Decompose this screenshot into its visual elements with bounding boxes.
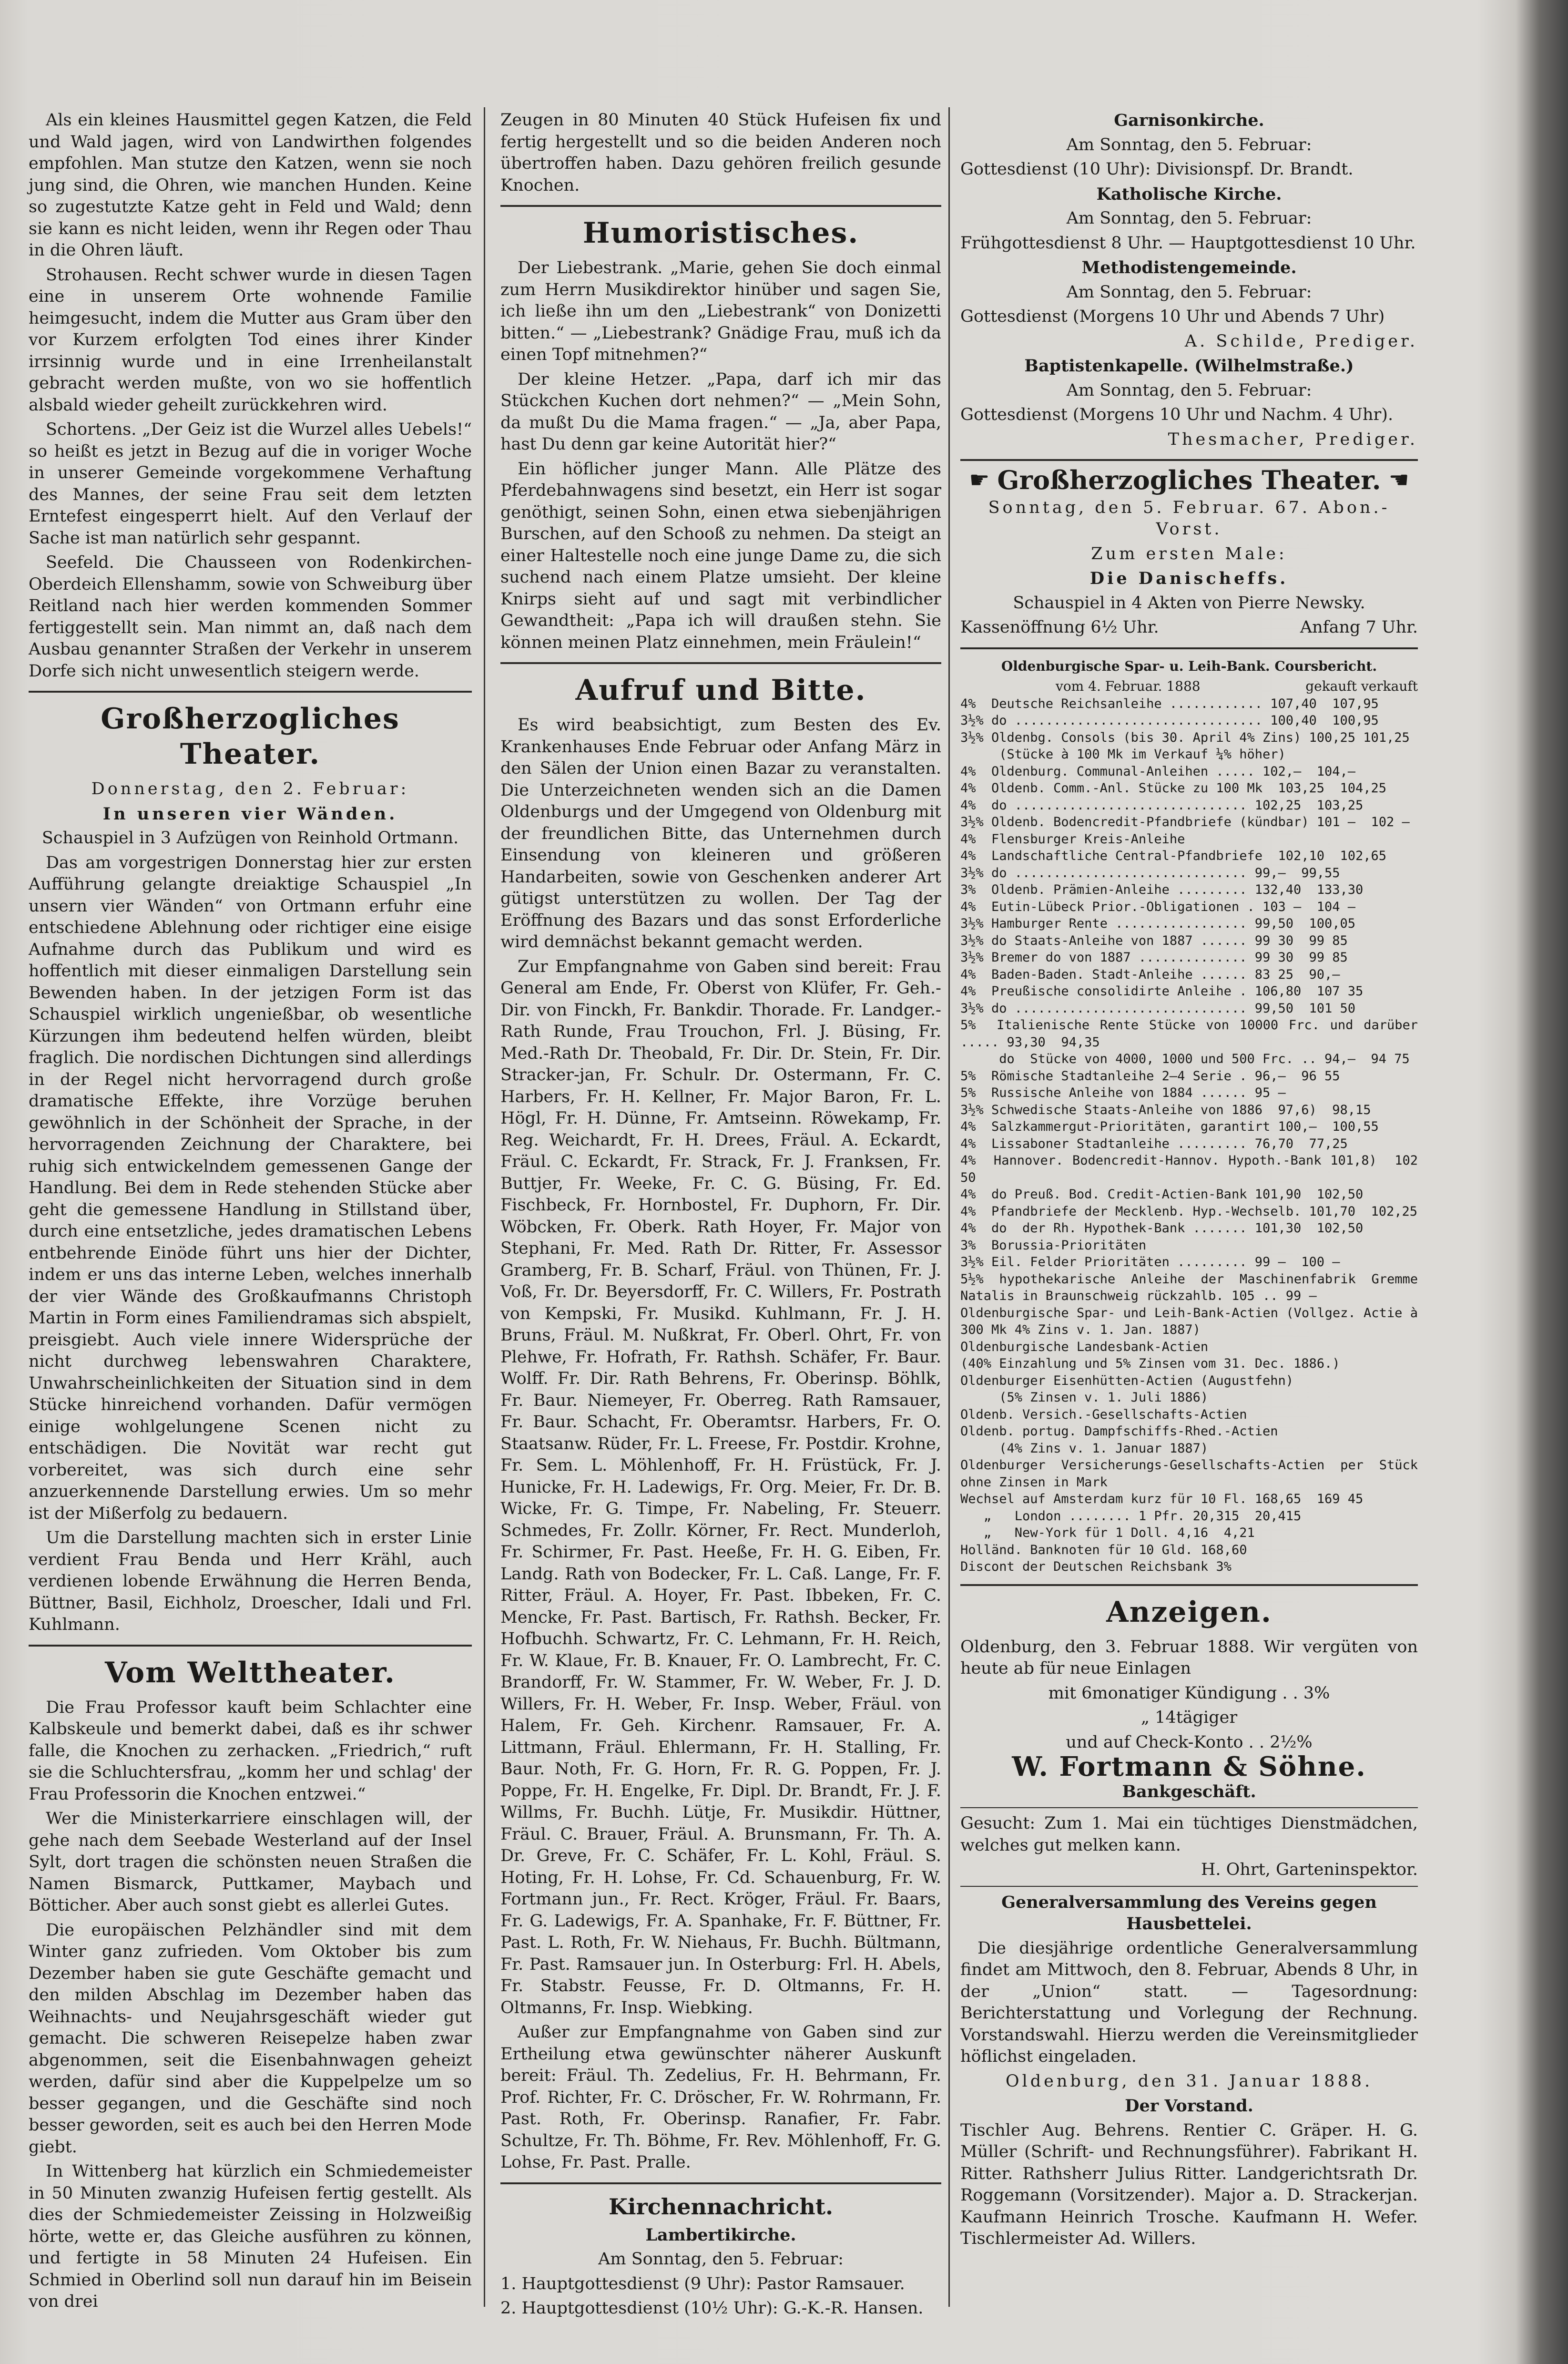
kurs-row: 5% Italienische Rente Stücke von 10000 Frc. und darüber ..... 93,30 94,35 <box>960 1018 1426 1050</box>
katholische-date: Am Sonntag, den 5. Februar: <box>1066 209 1312 228</box>
methodisten-heading: Methodistengemeinde. <box>1081 258 1297 277</box>
column-rule <box>948 107 950 2307</box>
kurs-row: (4% Zins v. 1. Januar 1887) <box>960 1441 1209 1456</box>
welt-item-ministerkarriere: Wer die Ministerkarriere einschlagen will, der gehe nach dem Seebade Westerland auf der Insel Sylt, dort tragen die schönsten neuen Straßen die Namen Bismarck, Puttkamer, Maybach und Bötticher. Aber auch sonst giebt es allerlei Gutes. <box>29 1809 472 1915</box>
kurs-row: Discont der Deutschen Reichsbank 3% <box>960 1559 1232 1574</box>
kurs-row: 3½% Schwedische Staats-Anleihe von 1886 97,6) 98,15 <box>960 1102 1371 1117</box>
article-strohausen: Strohausen. Recht schwer wurde in diesen Tagen eine in unserem Orte wohnende Familie heimgesucht, indem die Mutter aus Gram über den vor Kurzem erfolgten Tod eines ihrer Kinder irrsinnig wurde und in eine Irrenheilanstalt gebracht werden mußte, von wo sie hoffentlich alsbald wieder geheilt zurückkehren wird. <box>29 265 472 415</box>
kurs-row: Oldenburgische Landesbank-Actien <box>960 1339 1209 1354</box>
welt-item-professor: Die Frau Professor kauft beim Schlachter eine Kalbskeule und bemerkt dabei, daß es ihr schwer falle, die Knochen zu zerhacken. „Friedrich,“ ruft sie die Schluchtersfrau, „komm her und schlag' der Frau Professorin die Knochen entzwei.“ <box>29 1698 472 1804</box>
section-heading-aufruf: Aufruf und Bitte. <box>575 674 866 707</box>
section-divider <box>960 459 1418 461</box>
gv-vorstand: Der Vorstand. <box>1125 2096 1253 2116</box>
garnisonkirche-date: Am Sonntag, den 5. Februar: <box>1066 135 1312 154</box>
gesucht-text: Gesucht: Zum 1. Mai ein tüchtiges Dienstmädchen, welches gut melken kann. <box>960 1814 1418 1855</box>
kurs-row: 4% Oldenburg. Communal-Anleihen ..... 102,— 104,— <box>960 764 1356 779</box>
kurs-row: 3½% Eil. Felder Prioritäten ......... 99 — 100 — <box>960 1255 1340 1269</box>
humor-hoeflicher-mann: Ein höflicher junger Mann. Alle Plätze des Pferdebahnwagens sind besetzt, ein Herr ist sogar genöthigt, seinen Sohn, einen etwa siebenjährigen Burschen, auf den Schooß zu nehmen. Da steigt an einer Haltestelle noch eine junge Dame zu, die sich suchend nach einem Platze umsieht. Der kleine Knirps sieht auf und sagt mit verbindlicher Gewandtheit: „Papa ich will draußen stehn. Sie können meinen Platz einnehmen, mein Fräulein!“ <box>500 459 941 652</box>
kurs-row: 4% Oldenb. Comm.-Anl. Stücke zu 100 Mk 103,25 104,25 <box>960 781 1387 796</box>
kurs-row: Oldenburger Eisenhütten-Actien (Augustfehn) <box>960 1373 1293 1388</box>
kurs-row: 5% Römische Stadtanleihe 2—4 Serie . 96,— 96 55 <box>960 1068 1340 1084</box>
kurs-row: (40% Einzahlung und 5% Zinsen vom 31. Dec. 1886.) <box>960 1356 1340 1371</box>
kurs-row: 3½% do .............................. 99,— 99,55 <box>960 865 1340 880</box>
theater-play-subtitle: Schauspiel in 3 Aufzügen von Reinhold Ortmann. <box>41 829 459 848</box>
kirche-lamberti: Lambertikirche. <box>645 2225 796 2245</box>
column-rule <box>484 107 485 2307</box>
kurs-row: 3½% Oldenbg. Consols (bis 30. April 4% Zins) 100,25 101,25 <box>960 730 1410 745</box>
baptisten-date: Am Sonntag, den 5. Februar: <box>1066 380 1312 400</box>
theater-ad-title: Großherzogliches Theater. <box>997 465 1381 495</box>
theater-play-title: In unseren vier Wänden. <box>102 804 398 824</box>
theater-ad-times <box>960 617 1418 639</box>
column-left <box>29 110 472 2311</box>
article-hufeisen-continued: Zeugen in 80 Minuten 40 Stück Hufeisen fix und fertig hergestellt und so die beiden Anderen noch übertroffen haben. Dazu gehören freilich gesunde Knochen. <box>500 111 941 195</box>
aufruf-names: Zur Empfangnahme von Gaben sind bereit: Frau General am Ende, Fr. Oberst von Klüfer, Fr. Geh.-Dir. von Finckh, Fr. Bankdir. Thorade. Fr. Landger.-Rath Runde, Frau Trouchon, Frl. J. Büsing, Fr. Med.-Rath Dr. Theobald, Fr. Dir. Dr. Stein, Fr. Dir. Stracker-jan, Fr. Schulr. Dr. Ostermann, Fr. C. Harbers, Fr. H. Kellner, Fr. Major Baron, Fr. L. Högl, Fr. H. Dünne, Fr. Amtseinn. Röwekamp, Fr. Reg. Weichardt, Fr. H. Drees, Fräul. A. Eckardt, Fräul. C. Eckardt, Fr. Strack, Fr. J. Franksen, Fr. Buttjer, Fr. Weeke, Fr. C. G. Büsing, Fr. Ed. Fischbeck, Fr. Hornbostel, Fr. Duphorn, Fr. Dir. Wöbcken, Fr. Oberk. Rath Hoyer, Fr. Major von Stephani, Fr. Med. Rath Dr. Ritter, Fr. Assessor Gramberg, Fr. B. Scharf, Fräul. von Thünen, Fr. J. Voß, Fr. Dr. Beyersdorff, Fr. C. Willers, Fr. Postrath von Kempski, Fr. Musikd. Kuhlmann, Fr. J. H. Bruns, Fräul. M. Nußkrat, Fr. Oberl. Ohrt, Fr. von Plehwe, Fr. Hofrath, Fr. Rathsh. Schäfer, Fr. Baur. Wolff. Fr. Dir. Rath Behrens, Fr. Oberinsp. Böhlk, Fr. Baur. Niemeyer, Fr. Oberreg. Rath Ramsauer, Fr. Baur. Schacht, Fr. Oberamtsr. Harbers, Fr. O. Staatsanw. Rüder, Fr. L. Freese, Fr. Postdir. Krohne, Fr. Sem. L. Möhlenhoff, Fr. H. Früstück, Fr. J. Hunicke, Fr. H. Ladewigs, Fr. Org. Meier, Fr. Dr. B. Wicke, Fr. G. Timpe, Fr. Nabeling, Fr. Steuerr. Schmedes, Fr. Zollr. Körner, Fr. Rect. Munderloh, Fr. Schirmer, Fr. Past. Heeße, Fr. H. G. Eiben, Fr. Landg. Rath von Bodecker, Fr. L. Caß. Lange, Fr. F. Ritter, Fräul. A. Hoyer, Fr. Past. Ibbeken, Fr. C. Mencke, Fr. Past. Bartisch, Fr. Rathsh. Becker, Fr. Hofbuchh. Schwartz, Fr. C. Lehmann, Fr. H. Reich, Fr. W. Klaue, Fr. B. Knauer, Fr. O. Lambrecht, Fr. C. Brandorff, Fr. W. Stammer, Fr. W. Weber, Fr. J. D. Willers, Fr. H. Weber, Fr. Insp. Weber, Fräul. von Halem, Fr. Geh. Kirchenr. Ramsauer, Fr. A. Littmann, Fräul. Ehlermann, Fr. H. Stalling, Fr. Baur. Noth, Fr. G. Horn, Fr. R. G. Poppen, Fr. J. Poppe, Fr. H. Engelke, Fr. Dipl. Dr. Brandt, Fr. J. F. Willms, Fr. Buchh. Lütje, Fr. Musikdir. Hüttner, Fräul. C. Brauer, Fräul. A. Brunsmann, Fr. Th. A. Dr. Greve, Fr. C. Schäfer, Fr. L. Kohl, Fräul. S. Hoting, Fr. H. Lohse, Fr. Cd. Schauenburg, Fr. W. Fortmann jun., Fr. Rect. Kröger, Fräul. Fr. Baars, Fr. G. Ladewigs, Fr. A. Spanhake, Fr. F. Büttner, Fr. Past. L. Roth, Fr. W. Niehaus, Fr. Buchh. Bültmann, Fr. Past. Ramsauer jun. In Osterburg: Frl. H. Abels, Fr. Stabstr. Feusse, Fr. D. Oltmanns, Fr. H. Oltmanns, Fr. Insp. Wiebking. <box>500 957 941 2017</box>
kurs-row: 4% Deutsche Reichsanleihe ............ 107,40 107,95 <box>960 696 1379 711</box>
kurs-row: 3½% do Staats-Anleihe von 1887 ...... 99 30 99 85 <box>960 933 1348 948</box>
kurs-row: 5% Russische Anleihe von 1884 ...... 95 — <box>960 1085 1286 1100</box>
theater-ad-date: Sonntag, den 5. Februar. 67. Abon.-Vorst. <box>988 498 1390 539</box>
section-heading-welttheater: Vom Welttheater. <box>105 1656 396 1689</box>
kurs-table <box>960 696 1426 1576</box>
kurs-row: Holländ. Banknoten für 10 Gld. 168,60 <box>960 1542 1247 1557</box>
methodisten-signature: A. Schilde, Prediger. <box>1184 331 1418 351</box>
kurs-row: 3½% Bremer do von 1887 .............. 99 30 99 85 <box>960 950 1348 965</box>
baptisten-signature: Thesmacher, Prediger. <box>1168 430 1418 449</box>
kurs-row: (5% Zinsen v. 1. Juli 1886) <box>960 1390 1209 1405</box>
theater-ad-kasse: Kassenöffnung 6½ Uhr. <box>960 618 1159 637</box>
gesucht-signature: H. Ohrt, Garteninspektor. <box>1201 1860 1418 1879</box>
katholische-heading: Katholische Kirche. <box>1096 184 1282 204</box>
kurs-row: 4% Hannover. Bodencredit-Hannov. Hypoth.-Bank 101,8) 102 50 <box>960 1153 1426 1185</box>
section-divider <box>960 647 1418 649</box>
section-divider <box>500 662 941 664</box>
kurs-row: 4% do Preuß. Bod. Credit-Actien-Bank 101,90 102,50 <box>960 1187 1364 1202</box>
theater-review-cast: Um die Darstellung machten sich in erster Linie verdient Frau Benda und Herr Krähl, auch verdienen lobende Erwähnung die Herren Benda, Büttner, Basil, Eichholz, Droescher, Idali und Frl. Kuhlmann. <box>29 1528 472 1634</box>
bank-ad-line-c: und auf Check-Konto . . 2½% <box>1066 1732 1313 1752</box>
theater-ad-first: Zum ersten Male: <box>1091 544 1287 563</box>
kurs-row: Oldenburger Versicherungs-Gesellschafts-Actien per Stück ohne Zinsen in Mark <box>960 1458 1426 1490</box>
pointing-hand-right-icon: ☛ <box>969 467 990 493</box>
kirche-gottesdienst-1: 1. Hauptgottesdienst (9 Uhr): Pastor Ramsauer. <box>500 2274 905 2293</box>
section-heading-theater: Großherzogliches Theater. <box>101 702 400 771</box>
kurs-row: 4% Baden-Baden. Stadt-Anleihe ...... 83 25 90,— <box>960 967 1340 982</box>
section-divider <box>500 2182 941 2184</box>
kurs-row: 4% Flensburger Kreis-Anleihe <box>960 831 1185 847</box>
baptisten-heading: Baptistenkapelle. (Wilhelmstraße.) <box>1024 356 1354 376</box>
kurs-row: 4% Salzkammergut-Prioritäten, garantirt 100,— 100,55 <box>960 1119 1379 1134</box>
column-middle <box>500 110 941 2318</box>
katholische-text: Frühgottesdienst 8 Uhr. — Hauptgottesdienst 10 Uhr. <box>960 233 1416 253</box>
kurs-row: 4% Pfandbriefe der Mecklenb. Hyp.-Wechselb. 101,70 102,25 <box>960 1204 1418 1219</box>
pointing-hand-left-icon: ☚ <box>1388 467 1409 493</box>
section-divider <box>29 1645 472 1647</box>
column-right <box>960 110 1426 2302</box>
kurs-row: 4% Preußische consolidirte Anleihe . 106,80 107 35 <box>960 984 1364 999</box>
kurs-row: 3½% Hamburger Rente ................. 99,50 100,05 <box>960 916 1356 931</box>
kurs-row: 4% Lissaboner Stadtanleihe ......... 76,70 77,25 <box>960 1136 1348 1151</box>
ad-divider <box>960 1886 1418 1887</box>
section-heading-kirche: Kirchennachricht. <box>609 2193 833 2220</box>
ad-divider <box>960 1807 1418 1808</box>
bank-ad-text: Oldenburg, den 3. Februar 1888. Wir vergüten von heute ab für neue Einlagen <box>960 1637 1418 1678</box>
kurs-subheading <box>960 678 1418 696</box>
humor-liebestrank: Der Liebestrank. „Marie, gehen Sie doch einmal zum Herrn Musikdirektor hinüber und sagen Sie, ich ließe ihn um den „Liebestrank“ von Donizetti bitten.“ — „Liebestrank? Gnädige Frau, muß ich da einen Topf mitnehmen?“ <box>500 258 941 364</box>
article-katzen: Als ein kleines Hausmittel gegen Katzen, die Feld und Wald jagen, wird von Landwirthen folgendes empfohlen. Man stutze den Katzen, wenn sie noch jung sind, die Ohren, wie manchen Hunden. Keine so zugestutzte Katze geht in Feld und Wald; denn sie kann es nicht leiden, wenn ihr Regen oder Thau in die Ohren läuft. <box>29 111 472 260</box>
methodisten-text: Gottesdienst (Morgens 10 Uhr und Abends 7 Uhr) <box>960 307 1385 326</box>
garnisonkirche-text: Gottesdienst (10 Uhr): Divisionspf. Dr. Brandt. <box>960 160 1354 179</box>
section-heading-humor: Humoristisches. <box>582 216 859 250</box>
kurs-row: Oldenburgische Spar- und Leih-Bank-Actien (Vollgez. Actie à 300 Mk 4% Zins v. 1. Jan. 1887) <box>960 1305 1426 1337</box>
article-seefeld: Seefeld. Die Chausseen von Rodenkirchen-Oberdeich Ellenshamm, sowie von Schweiburg über Reitland nach hier werden kommenden Sommer fertiggestellt sein. Man nimmt an, daß nach dem Ausbau genannter Straßen der Verkehr in unserem Dorfe sich nicht unwesentlich steigern werde. <box>29 553 472 681</box>
kurs-row: „ New-York für 1 Doll. 4,16 4,21 <box>960 1525 1255 1540</box>
aufruf-text: Es wird beabsichtigt, zum Besten des Ev. Krankenhauses Ende Februar oder Anfang März in den Sälen der Union einen Bazar zu veranstalten. Die Unterzeichneten wenden sich an die Damen Oldenburgs und der Umgegend von Oldenburg mit der freundlichen Bitte, das Unternehmen durch Einsendung von kleineren und größeren Handarbeiten, sowie von Geschenken anderer Art gütigst unterstützen zu wollen. Der Tag der Eröffnung des Bazars und das sonst Erforderliche wird demnächst bekannt gemacht werden. <box>500 716 941 952</box>
bank-ad-line-a: mit 6monatiger Kündigung . . 3% <box>1048 1683 1330 1703</box>
kurs-row: 3% Oldenb. Prämien-Anleihe ......... 132,40 133,30 <box>960 882 1364 897</box>
kurs-row: (Stücke à 100 Mk im Verkauf ¼% höher) <box>960 747 1286 762</box>
gv-names: Tischler Aug. Behrens. Rentier C. Gräper. H. G. Müller (Schrift- und Rechnungsführer). Fabrikant H. Ritter. Rathsherr Julius Ritter. Landgerichtsrath Dr. Roggemann (Vorsitzender). Major a. D. Strackerjan. Kaufmann Heinrich Trosche. Kaufmann H. Wefer. Tischlermeister Ad. Willers. <box>960 2120 1418 2248</box>
gv-heading: Generalversammlung des Vereins gegen Hausbettelei. <box>1001 1892 1377 1934</box>
kurs-row: „ London ........ 1 Pfr. 20,315 20,415 <box>960 1508 1302 1524</box>
kurs-columns: gekauft verkauft <box>1305 678 1418 694</box>
kirche-gottesdienst-2: 2. Hauptgottesdienst (10½ Uhr): G.-K.-R. Hansen. <box>500 2299 924 2318</box>
gv-text: Die diesjährige ordentliche Generalversammlung findet am Mittwoch, den 8. Februar, Abends 8 Uhr, in der „Union“ statt. — Tagesordnung: Berichterstattung und Vorlegung der Rechnung. Vorstandswahl. Hierzu werden die Vereinsmitglieder höflichst eingeladen. <box>960 1938 1418 2066</box>
humor-hetzer: Der kleine Hetzer. „Papa, darf ich mir das Stückchen Kuchen dort nehmen?“ — „Mein Sohn, da mußt Du die Mama fragen.“ — „Ja, aber Papa, hast Du denn gar keine Autorität hier?“ <box>500 369 941 454</box>
baptisten-text: Gottesdienst (Morgens 10 Uhr und Nachm. 4 Uhr). <box>960 405 1394 424</box>
kurs-date: vom 4. Februar. 1888 <box>1056 678 1201 694</box>
theater-ad-heading <box>960 465 1418 495</box>
kurs-row: 3½% Oldenb. Bodencredit-Pfandbriefe (kündbar) 101 — 102 — <box>960 815 1410 829</box>
kurs-row: 4% do der Rh. Hypothek-Bank ....... 101,30 102,50 <box>960 1221 1364 1236</box>
kurs-row: Oldenb. Versich.-Gesellschafts-Actien <box>960 1407 1247 1422</box>
kurs-row: 4% Landschaftliche Central-Pfandbriefe 102,10 102,65 <box>960 849 1387 863</box>
kurs-row: 4% do .............................. 102,25 103,25 <box>960 798 1364 813</box>
kirche-date: Am Sonntag, den 5. Februar: <box>598 2250 844 2269</box>
section-divider <box>960 1584 1418 1586</box>
gv-date: Oldenburg, den 31. Januar 1888. <box>1005 2071 1373 2091</box>
welt-item-pelzhaendler: Die europäischen Pelzhändler sind mit dem Winter ganz zufrieden. Vom Oktober bis zum Dezember haben sie gute Geschäfte gemacht und den milden Abschlag im Dezember haben das Weihnachts- und Neujahrsgeschäft wieder gut gemacht. Die schweren Reisepelze haben zwar abgenommen, seit die Eisenbahnwagen geheizt werden, dafür sind aber die Kuppelpelze um so besser gegangen, und die Geschäfte sind noch besser geworden, seit es auch bei den Herren Mode giebt. <box>29 1920 472 2157</box>
kurs-row: 3% Borussia-Prioritäten <box>960 1238 1147 1253</box>
bank-ad-firm: W. Fortmann & Söhne. <box>1012 1751 1366 1782</box>
theater-ad-subtitle: Schauspiel in 4 Akten von Pierre Newsky. <box>1013 593 1365 613</box>
kurs-row: do Stücke von 4000, 1000 und 500 Frc. .. 94,— 94 75 <box>960 1052 1410 1066</box>
kurs-row: Oldenb. portug. Dampfschiffs-Rhed.-Actien <box>960 1424 1278 1439</box>
theater-date: Donnerstag, den 2. Februar: <box>91 779 409 798</box>
kurs-row: 3½% do ................................ 100,40 100,95 <box>960 713 1379 728</box>
welt-item-hufeisen: In Wittenberg hat kürzlich ein Schmiedemeister in 50 Minuten zwanzig Hufeisen fertig gestellt. Als dies der Schmiedemeister Zeissing in Holzweißig hörte, wette er, das Gleiche ausführen zu können, und fertigte in 58 Minuten 24 Hufeisen. Ein Schmied in Oberlind soll nun darauf hin im Beisein von drei <box>29 2162 472 2311</box>
theater-review: Das am vorgestrigen Donnerstag hier zur ersten Aufführung gelangte dreiaktige Schauspiel „In unsern vier Wänden“ von Ortmann erfuhr eine entschiedene Ablehnung oder richtiger eine eisige Aufnahme durch das Publikum und wird es hoffentlich mit dieser einmaligen Darstellung sein Bewenden haben. In der jetzigen Form ist das Schauspiel wirklich ungenießbar, ob wesentliche Kürzungen ihm bedeutend helfen würden, bleibt fraglich. Die nordischen Dichtungen sind allerdings in der Regel nicht hervorragend durch große dramatische Effekte, ihre Vorzüge beruhen gewöhnlich in der Schönheit der Sprache, in der hervorragenden Zeichnung der Charaktere, bei ruhig sich entwickelndem gemessenen Gange der Handlung. Bei dem in Rede stehenden Stücke aber geht die gemessene Handlung in Stillstand über, durch eine entsetzliche, jedes dramatischen Lebens entbehrende Einöde führt uns hier der Dichter, indem er uns das interne Leben, welches innerhalb der vier Wände des Großkaufmanns Christoph Martin in Form eines Familiendramas sich abspielt, preisgiebt. Auch viele innere Widersprüche der nicht durchweg lebenswahren Charaktere, Unwahrscheinlichkeiten der Situation sind in dem Stücke hinreichend vorhanden. Dafür vermögen einige wohlgelungene Scenen nicht zu entschädigen. Die Novität war recht gut vorbereitet, was sich durch eine sehr anzuerkennende Darstellung erwies. Um so mehr ist der Mißerfolg zu bedauern. <box>29 853 472 1523</box>
kurs-row: 3½% do .............................. 99,50 101 50 <box>960 1001 1356 1016</box>
bank-ad-line-b: „ 14tägiger <box>1140 1708 1238 1727</box>
kurs-heading: Oldenburgische Spar- u. Leih-Bank. Coursbericht. <box>1001 658 1377 674</box>
methodisten-date: Am Sonntag, den 5. Februar: <box>1066 282 1312 302</box>
kurs-row: Wechsel auf Amsterdam kurz für 10 Fl. 168,65 169 45 <box>960 1492 1364 1506</box>
kurs-row: 5½% hypothekarische Anleihe der Maschinenfabrik Gremme Natalis in Braunschweig rückzahlb. 105 .. 99 — <box>960 1271 1426 1303</box>
bank-ad-firm-sub: Bankgeschäft. <box>1122 1781 1256 1801</box>
section-divider <box>29 691 472 693</box>
theater-ad-play: Die Danischeffs. <box>1089 569 1289 588</box>
aufruf-auskunft: Außer zur Empfangnahme von Gaben sind zur Ertheilung etwa gewünschter näherer Auskunft bereit: Fräul. Th. Zedelius, Fr. H. Behrmann, Fr. Prof. Richter, Fr. C. Dröscher, Fr. W. Rohrmann, Fr. Past. Roth, Fr. Oberinsp. Ranafier, Fr. Fabr. Schultze, Fr. Th. Böhme, Fr. Rev. Möhlenhoff, Fr. G. Lohse, Fr. Past. Pralle. <box>500 2023 941 2172</box>
section-heading-anzeigen: Anzeigen. <box>1106 1595 1272 1629</box>
kurs-row: 4% Eutin-Lübeck Prior.-Obligationen . 103 — 104 — <box>960 899 1356 914</box>
article-schortens: Schortens. „Der Geiz ist die Wurzel alles Uebels!“ so heißt es jetzt in Bezug auf die in voriger Woche in unserer Gemeinde vorgekommene Verhaftung des Mannes, der seine Frau seit dem letzten Erntefest eingesperrt hielt. Auf den Verlauf der Sache ist man natürlich sehr gespannt. <box>29 420 472 548</box>
garnisonkirche-heading: Garnisonkirche. <box>1114 111 1264 130</box>
section-divider <box>500 205 941 207</box>
theater-ad-anfang: Anfang 7 Uhr. <box>1300 618 1418 637</box>
